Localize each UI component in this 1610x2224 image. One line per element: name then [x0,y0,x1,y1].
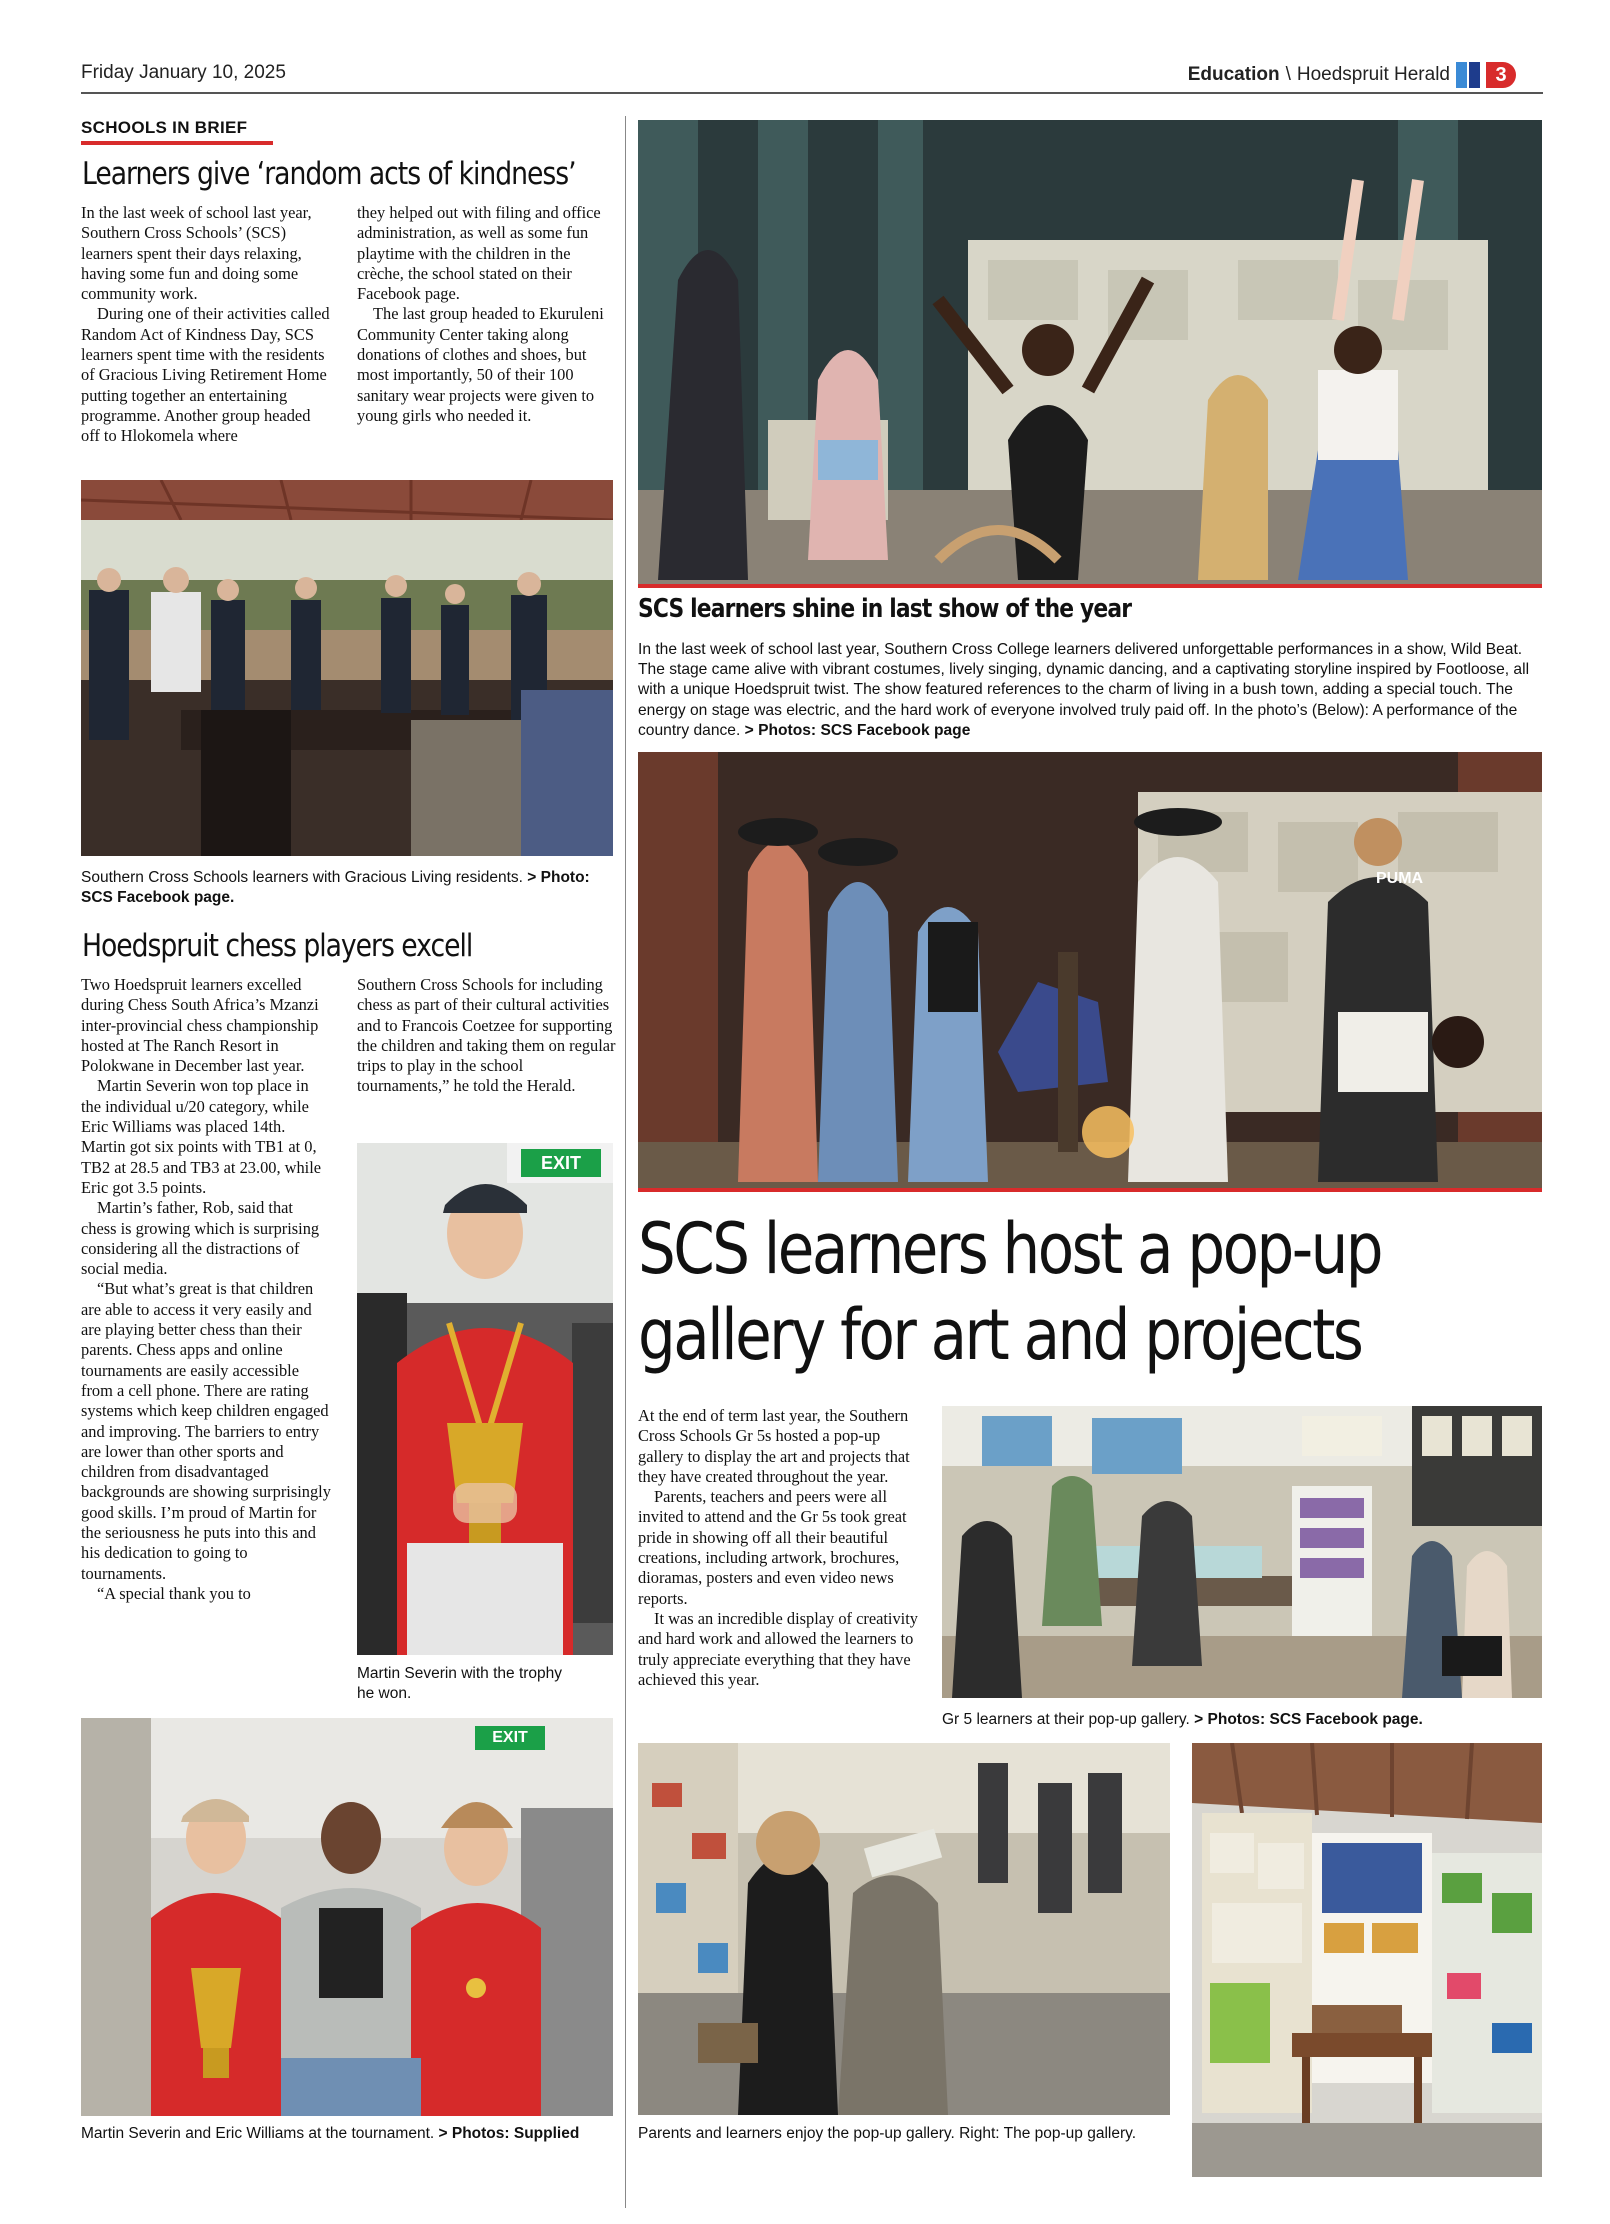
paper-name: Hoedspruit Herald [1296,64,1450,85]
gallery-bottom-caption: Parents and learners enjoy the pop-up gallery. Right: The pop-up gallery. [638,2125,1137,2142]
paragraph: Two Hoedspruit learners excelled during Chess South Africa’s Mzanzi inter-provincial chess championship hosted at The Ranch Resort in Polokwane in December last year. [81,975,319,1076]
section-label-underline [81,141,273,145]
paragraph: It was an incredible display of creativity and hard work and allowed the learners to truly appreciate everything that they have achieved this year. [638,1608,918,1689]
gallery-headline-line-1: SCS learners host a pop-up [638,1208,1382,1290]
paragraph: The last group headed to Ekuruleni Community Center taking along donations of clothes and shoes, but most importantly, 50 of their 100 sanitary wear projects were given to young girls who needed it. [357,304,604,425]
issue-date: Friday January 10, 2025 [81,62,286,83]
retirement-home-photo [81,480,613,856]
page-header-right [1188,62,1516,88]
paragraph: Parents, teachers and peers were all invited to attend and the Gr 5s took great pride in showing off all their beautiful creations, including artwork, brochures, dioramas, posters and even video news reports. [638,1487,907,1608]
header-separator: \ [1285,64,1291,85]
gallery-visitors-photo [638,1743,1170,2115]
show-article [638,640,1538,741]
show-headline: SCS learners shine in last show of the year [638,594,1132,624]
paragraph: “But what’s great is that children are able to access it very easily and are playing better chess than their parents. Chess apps and online tournaments are easily accessible from a cell phone. There are rating systems which keep children engaged and improving. The barriers to entry are lower than other sports and children from disadvantaged backgrounds are showing surprisingly good skills. I’m proud of Martin for the seriousness he puts into this and his dedication to going to tournaments. [81,1279,331,1583]
kindness-column-1 [81,203,331,447]
section-label: SCHOOLS IN BRIEF [81,118,248,137]
retirement-photo-caption [81,868,621,908]
show-body: In the last week of school last year, Southern Cross College learners delivered unforgettable performances in a show, Wild Beat. The stage came alive with vibrant costumes, lively singing, dynamic dancing, and a captivating storyline inspired by Footloose, all with a unique Hoedspruit twist. The show featured references to the charm of living in a bush town, adding a special touch. The energy on stage was electric, and the hard work of everyone involved truly paid off. In the photo’s (Below): A performance of the country dance. [638,641,1530,739]
photo-credit: > Photo: SCS Facebook page. [81,869,590,906]
trophy-caption: Martin Severin with the trophy he won. [357,1665,563,1702]
photo-credit: > Photos: Supplied [438,2125,580,2142]
brand-block-dark-icon [1469,62,1480,88]
caption-text: Gr 5 learners at their pop-up gallery. [942,1711,1190,1728]
paragraph: During one of their activities called Random Act of Kindness Day, SCS learners spent time with the residents of Gracious Living Retirement Home putting together an entertaining programme. Another group headed off to Hlokomela where [81,304,330,446]
dance-show-photo [638,120,1542,584]
gallery-display-photo [1192,1743,1542,2177]
chess-players-caption [81,2124,613,2144]
paragraph: they helped out with filing and office administration, as well as some fun playtime with the children in the crèche, the school stated on their Facebook page. [357,203,601,304]
photo-credit: > Photos: SCS Facebook page. [1194,1711,1423,1728]
gallery-article [638,1406,928,1690]
paragraph: Martin’s father, Rob, said that chess is growing which is surprising considering all the distractions of social media. [81,1198,320,1279]
photo-divider-line [638,1188,1542,1192]
exit-sign: EXIT [521,1149,601,1177]
photo-divider-line [638,584,1542,588]
shirt-logo: PUMA [1376,870,1424,887]
chess-headline: Hoedspruit chess players excell [82,928,473,964]
paragraph: “A special thank you to [97,1583,251,1603]
chess-column-2 [357,975,617,1097]
chess-players-photo [81,1718,613,2116]
gallery-top-caption [942,1710,1542,1730]
exit-sign: EXIT [475,1726,545,1750]
column-divider [625,116,626,2208]
photo-credit: > Photos: SCS Facebook page [744,721,971,739]
country-dance-photo [638,752,1542,1188]
brand-block-light-icon [1456,62,1467,88]
chess-column-1 [81,975,331,1604]
trophy-photo [357,1143,613,1655]
header-rule [81,92,1543,94]
caption-text: Martin Severin and Eric Williams at the tournament. [81,2125,435,2142]
paragraph: Southern Cross Schools for including chess as part of their cultural activities and to Francois Coetzee for supporting the children and taking them on regular trips to play in the school tournaments,” he told the Herald. [357,975,616,1096]
gallery-headline-line-2: gallery for art and projects [638,1294,1362,1376]
paragraph: In the last week of school last year, Southern Cross Schools’ (SCS) learners spent their days relaxing, having some fun and doing some community work. [81,203,312,304]
caption-text: Southern Cross Schools learners with Gracious Living residents. [81,869,523,886]
paragraph: At the end of term last year, the Southern Cross Schools Gr 5s hosted a pop-up gallery to display the art and projects that they have created throughout the year. [638,1406,910,1486]
kindness-column-2 [357,203,617,426]
section-name: Education [1187,64,1280,85]
paragraph: Martin Severin won top place in the individual u/20 category, while Eric Williams was placed 14th. Martin got six points with TB1 at 0, TB2 at 28.5 and TB3 at 23.00, while Eric got 3.5 points. [81,1076,322,1197]
gallery-classroom-photo [942,1406,1542,1698]
page-number: 3 [1486,62,1516,88]
kindness-headline: Learners give ‘random acts of kindness’ [82,156,576,192]
